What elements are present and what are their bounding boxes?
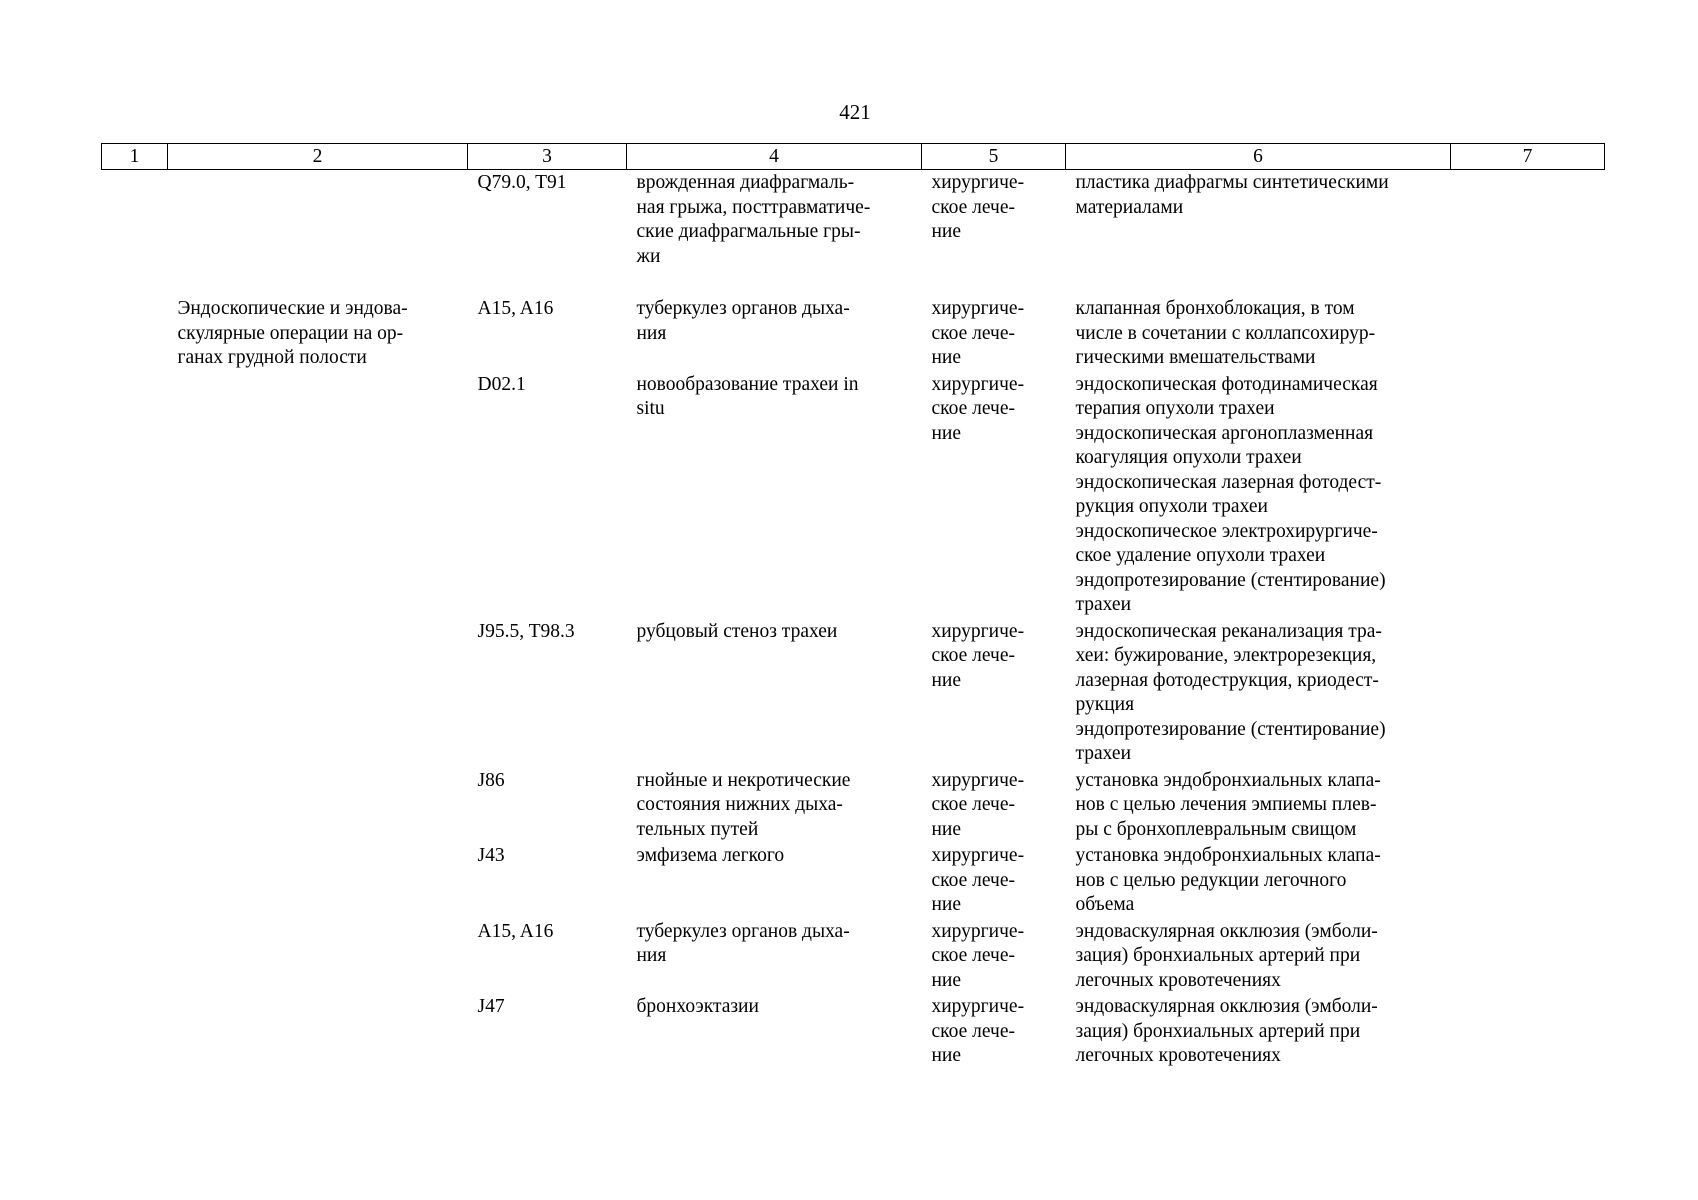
icd-code-cell: J43	[477, 845, 505, 866]
icd-code-cell: A15, A16	[477, 920, 554, 942]
table-row	[102, 371, 1605, 618]
condition-cell: врожденная диафрагмаль- ная грыжа, посттравматиче- ские диафрагмальные гры- жи	[636, 172, 871, 267]
icd-code-cell: D02.1	[477, 373, 526, 395]
treatment-type-cell: хирургиче- ское лече- ние	[931, 620, 1025, 691]
group-name-cell	[168, 170, 468, 270]
column-header-5: 5	[922, 144, 1066, 170]
group-name-cell	[168, 767, 468, 843]
group-name-cell	[168, 371, 468, 618]
icd-code-cell: Q79.0, T91	[477, 172, 567, 193]
table-row	[102, 618, 1605, 767]
table-row	[102, 767, 1605, 843]
table-row	[102, 918, 1605, 994]
method-cell: эндоваскулярная окклюзия (эмболи- зация) бронхиальных артерий при легочных кровотечениях	[1075, 920, 1378, 991]
column-header-4: 4	[627, 144, 922, 170]
condition-cell: эмфизема легкого	[636, 845, 785, 866]
column-header-6: 6	[1066, 144, 1451, 170]
condition-cell: рубцовый стеноз трахеи	[636, 620, 838, 642]
row-spacer	[102, 269, 1605, 295]
treatment-type-cell: хирургиче- ское лече- ние	[931, 298, 1025, 368]
page-number: 421	[839, 100, 871, 124]
group-name-cell	[168, 993, 468, 1069]
icd-code-cell: J95.5, T98.3	[477, 620, 575, 642]
method-cell: эндоскопическая фотодинамическая терапия опухоли трахеи эндоскопическая аргоноплазменная коагуляция опухоли трахеи эндоскопическая лазерная фотодест- рукция опухоли трахеи эндоскопическое электрохирургиче- ское удаление опухоли трахеи эндопротезирование (стентирование) трахеи	[1075, 373, 1386, 615]
group-name-cell	[168, 618, 468, 767]
treatment-type-cell: хирургиче- ское лече- ние	[931, 769, 1025, 840]
group-name-cell: Эндоскопические и эндова- скулярные операции на ор- ганах грудной полости	[177, 298, 408, 368]
method-cell: пластика диафрагмы синтетическими материалами	[1075, 172, 1389, 218]
icd-code-cell: A15, A16	[477, 298, 554, 319]
column-number-header-row	[102, 144, 1605, 170]
column-header-1: 1	[102, 144, 168, 170]
table-row	[102, 170, 1605, 270]
icd-code-cell: J86	[477, 769, 505, 791]
treatment-type-cell: хирургиче- ское лече- ние	[931, 845, 1025, 915]
column-header-7: 7	[1451, 144, 1605, 170]
method-cell: установка эндобронхиальных клапа- нов с целью лечения эмпиемы плев- ры с бронхоплевральным свищом	[1075, 769, 1381, 840]
condition-cell: туберкулез органов дыха- ния	[636, 298, 850, 344]
treatment-type-cell: хирургиче- ское лече- ние	[931, 373, 1025, 444]
method-cell: установка эндобронхиальных клапа- нов с целью редукции легочного объема	[1075, 845, 1381, 915]
group-name-cell	[168, 918, 468, 994]
table-row	[102, 993, 1605, 1069]
method-cell: клапанная бронхоблокация, в том числе в сочетании с коллапсохирур- гическими вмешательствами	[1075, 298, 1376, 368]
treatment-type-cell: хирургиче- ское лече- ние	[931, 172, 1025, 242]
column-header-2: 2	[168, 144, 468, 170]
table-row	[102, 842, 1605, 918]
method-cell: эндоскопическая реканализация тра- хеи: бужирование, электрорезекция, лазерная фотодеструкция, криодест- рукция эндопротезирование (стентирование) трахеи	[1075, 620, 1386, 764]
condition-cell: туберкулез органов дыха- ния	[636, 920, 850, 966]
condition-cell: бронхоэктазии	[636, 996, 759, 1017]
column-header-3: 3	[468, 144, 627, 170]
medical-procedures-table	[101, 143, 1605, 1069]
group-name-cell	[168, 842, 468, 918]
condition-cell: гнойные и некротические состояния нижних дыха- тельных путей	[636, 769, 851, 840]
icd-code-cell: J47	[477, 996, 505, 1017]
condition-cell: новообразование трахеи in situ	[636, 373, 859, 419]
treatment-type-cell: хирургиче- ское лече- ние	[931, 920, 1025, 991]
treatment-type-cell: хирургиче- ское лече- ние	[931, 996, 1025, 1066]
table-row	[102, 295, 1605, 371]
method-cell: эндоваскулярная окклюзия (эмболи- зация) бронхиальных артерий при легочных кровотечениях	[1075, 996, 1378, 1066]
